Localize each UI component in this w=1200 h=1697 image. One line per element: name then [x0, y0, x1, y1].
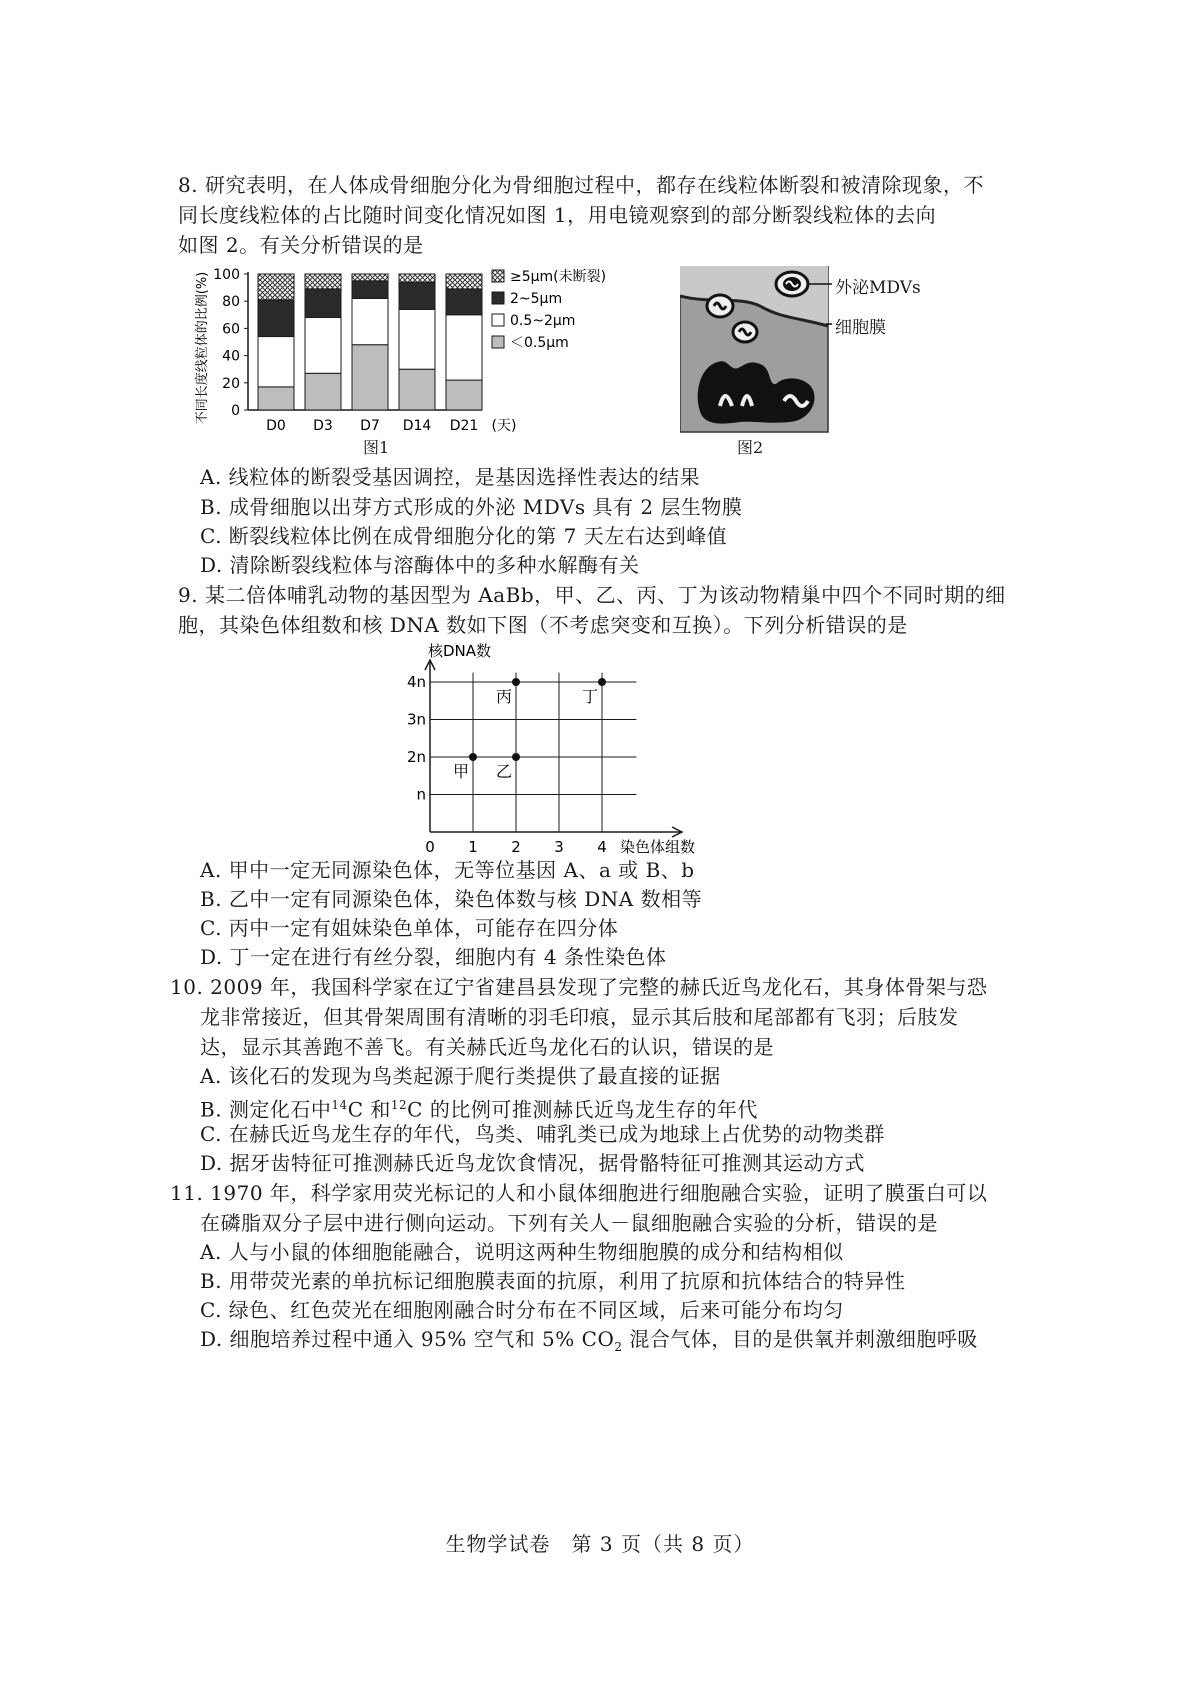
q9-option-d: D. 丁一定在进行有丝分裂，细胞内有 4 条性染色体	[200, 945, 667, 969]
fig1-bar-segment	[305, 373, 341, 410]
q8-option-d: D. 清除断裂线粒体与溶酶体中的多种水解酶有关	[200, 553, 640, 577]
q11-option-b: B. 用带荧光素的单抗标记细胞膜表面的抗原，利用了抗原和抗体结合的特异性	[200, 1269, 906, 1293]
fig1-legend-label: ＜0.5μm	[510, 335, 569, 351]
fig1-x-tick-label: D0	[266, 418, 286, 434]
fig2-caption: 图2	[737, 438, 764, 457]
q8-stem-line-1: 8. 研究表明，在人体成骨细胞分化为骨细胞过程中，都存在线粒体断裂和被清除现象，不	[178, 173, 984, 197]
fig1-y-tick-label: 100	[213, 267, 240, 283]
q8-stem-line-3: 如图 2。有关分析错误的是	[178, 233, 424, 257]
fig3-y-axis-label: 核DNA数	[428, 642, 492, 660]
fig2-mdv-middle-2	[733, 322, 757, 342]
fig1-x-tick-label: D7	[360, 418, 380, 434]
fig1-legend-swatch	[492, 292, 504, 304]
q10-option-c: C. 在赫氏近鸟龙生存的年代，鸟类、哺乳类已成为地球上占优势的动物类群	[200, 1122, 885, 1146]
fig1-legend-swatch	[492, 270, 504, 282]
q8-option-c: C. 断裂线粒体比例在成骨细胞分化的第 7 天左右达到峰值	[200, 524, 728, 548]
fig1-bar-segment	[399, 274, 435, 282]
fig1-x-tick-label: D3	[313, 418, 333, 434]
fig3-y-tick-label: 4n	[406, 673, 426, 691]
fig1-x-ticks	[266, 418, 478, 434]
fig1-y-axis-label: 不同长度线粒体的比例(%)	[195, 271, 210, 425]
fig2-label-membrane: 细胞膜	[835, 318, 886, 338]
fig1-y-tick-label: 40	[222, 348, 240, 365]
fig3-point	[512, 753, 520, 761]
page-footer: 生物学试卷 第 3 页（共 8 页）	[445, 1532, 755, 1556]
fig1-bar-segment	[446, 380, 482, 410]
q8-stem-line-2: 同长度线粒体的占比随时间变化情况如图 1，用电镜观察到的部分断裂线粒体的去向	[178, 203, 937, 227]
fig1-legend-label: 0.5~2μm	[510, 313, 576, 329]
q10-stem-line-3: 达，显示其善跑不善飞。有关赫氏近鸟龙化石的认识，错误的是	[200, 1035, 774, 1059]
q10-option-d: D. 据牙齿特征可推测赫氏近鸟龙饮食情况，据骨骼特征可推测其运动方式	[200, 1151, 866, 1175]
fig1-x-tick-label: D14	[402, 418, 432, 434]
q11-stem-line-2: 在磷脂双分子层中进行侧向运动。下列有关人－鼠细胞融合实验的分析，错误的是	[200, 1211, 938, 1235]
fig2-mdv-top	[776, 272, 808, 296]
q10-stem-line-2: 龙非常接近，但其骨架周围有清晰的羽毛印痕，显示其后肢和尾部都有飞羽；后肢发	[200, 1005, 959, 1029]
fig3-y-tick-label: n	[416, 785, 426, 804]
fig1-x-axis-label: (天)	[491, 418, 517, 434]
fig3-x-axis-label: 染色体组数	[620, 838, 696, 855]
fig1-bars	[258, 274, 482, 410]
q9-option-c: C. 丙中一定有姐妹染色单体，可能存在四分体	[200, 916, 619, 940]
fig1-bar-segment	[446, 274, 482, 289]
q11-option-c: C. 绿色、红色荧光在细胞刚融合时分布在不同区域，后来可能分布均匀	[200, 1298, 844, 1322]
fig3-point-label: 乙	[495, 762, 513, 781]
fig3-y-tick-label: 2n	[406, 748, 426, 766]
fig1-y-ticks	[213, 267, 248, 419]
fig1-bar-segment	[446, 289, 482, 315]
q10-stem-line-1: 10. 2009 年，我国科学家在辽宁省建昌县发现了完整的赫氏近鸟龙化石，其身体骨架与恐	[170, 975, 988, 999]
fig1-bar-segment	[305, 318, 341, 374]
fig3-point-label: 甲	[452, 762, 470, 781]
q9-stem-line-2: 胞，其染色体组数和核 DNA 数如下图（不考虑突变和互换）。下列分析错误的是	[178, 613, 908, 637]
fig1-bar-segment	[305, 274, 341, 289]
q11-stem-line-1: 11. 1970 年，科学家用荧光标记的人和小鼠体细胞进行细胞融合实验，证明了膜蛋白可以	[170, 1181, 988, 1205]
fig3-y-tick-label: 3n	[406, 710, 426, 729]
fig1-y-tick-label: 60	[222, 321, 240, 338]
fig1-bar-segment	[399, 282, 435, 309]
fig1-legend-swatch	[492, 314, 504, 326]
q11-option-d: D. 细胞培养过程中通入 95% 空气和 5% $CO_2$ 混合气体，目的是供氧并刺激细胞呼吸	[200, 1327, 978, 1354]
fig1-caption: 图1	[363, 438, 390, 457]
fig1-y-tick-label: 0	[231, 403, 240, 419]
fig3-point-label: 丙	[495, 687, 513, 706]
fig1-bar-segment	[399, 369, 435, 410]
q9-option-a: A. 甲中一定无同源染色体，无等位基因 A、a 或 B、b	[200, 858, 695, 882]
fig1-x-tick-label: D21	[449, 418, 479, 434]
q9-option-b: B. 乙中一定有同源染色体，染色体数与核 DNA 数相等	[200, 887, 703, 911]
fig1-bar-segment	[352, 274, 388, 281]
fig3-x-tick-label: 1	[468, 838, 478, 855]
q10-option-b: B. 测定化石中$^{14}$C 和$^{12}$C 的比例可推测赫氏近鸟龙生存的年代	[200, 1097, 758, 1122]
q8-option-b: B. 成骨细胞以出芽方式形成的外泌 MDVs 具有 2 层生物膜	[200, 495, 743, 519]
q8-option-a: A. 线粒体的断裂受基因调控，是基因选择性表达的结果	[200, 465, 701, 489]
fig1-bar-segment	[258, 387, 294, 410]
fig1-bar-segment	[352, 345, 388, 410]
fig3-x-tick-label: 4	[597, 838, 607, 855]
fig1-legend-swatch	[492, 336, 504, 348]
fig3-x-tick-label: 0	[425, 838, 435, 855]
fig1-bar-segment	[446, 315, 482, 380]
fig3-point	[598, 678, 606, 686]
fig1-bar-segment	[352, 281, 388, 299]
fig3-point	[512, 678, 520, 686]
figure-chromosome-dna-plot	[390, 640, 720, 855]
fig2-mdv-middle-1	[707, 295, 733, 317]
fig1-legend	[492, 268, 606, 351]
q10-option-a: A. 该化石的发现为鸟类起源于爬行类提供了最直接的证据	[200, 1064, 721, 1088]
fig3-x-tick-label: 2	[511, 838, 521, 855]
fig1-y-tick-label: 20	[222, 375, 240, 392]
fig1-bar-segment	[352, 298, 388, 344]
q9-stem-line-1: 9. 某二倍体哺乳动物的基因型为 AaBb，甲、乙、丙、丁为该动物精巢中四个不同时期的细	[178, 583, 1006, 607]
fig1-legend-label: ≥5μm(未断裂)	[510, 269, 607, 285]
fig3-x-tick-label: 3	[554, 838, 564, 855]
fig1-bar-segment	[399, 309, 435, 369]
fig1-bar-segment	[305, 289, 341, 318]
q11-option-a: A. 人与小鼠的体细胞能融合，说明这两种生物细胞膜的成分和结构相似	[200, 1240, 844, 1264]
fig1-legend-label: 2~5μm	[510, 291, 563, 307]
fig2-label-mdvs: 外泌MDVs	[835, 278, 921, 298]
fig1-bar-segment	[258, 337, 294, 387]
fig3-points	[453, 678, 606, 781]
fig1-y-tick-label: 80	[222, 294, 240, 311]
fig1-bar-segment	[258, 274, 294, 300]
fig3-point	[469, 753, 477, 761]
fig3-point-label: 丁	[581, 687, 599, 706]
fig1-bar-segment	[258, 300, 294, 337]
figure-1-stacked-bar-chart	[190, 260, 650, 460]
fig3-grid	[430, 673, 636, 832]
